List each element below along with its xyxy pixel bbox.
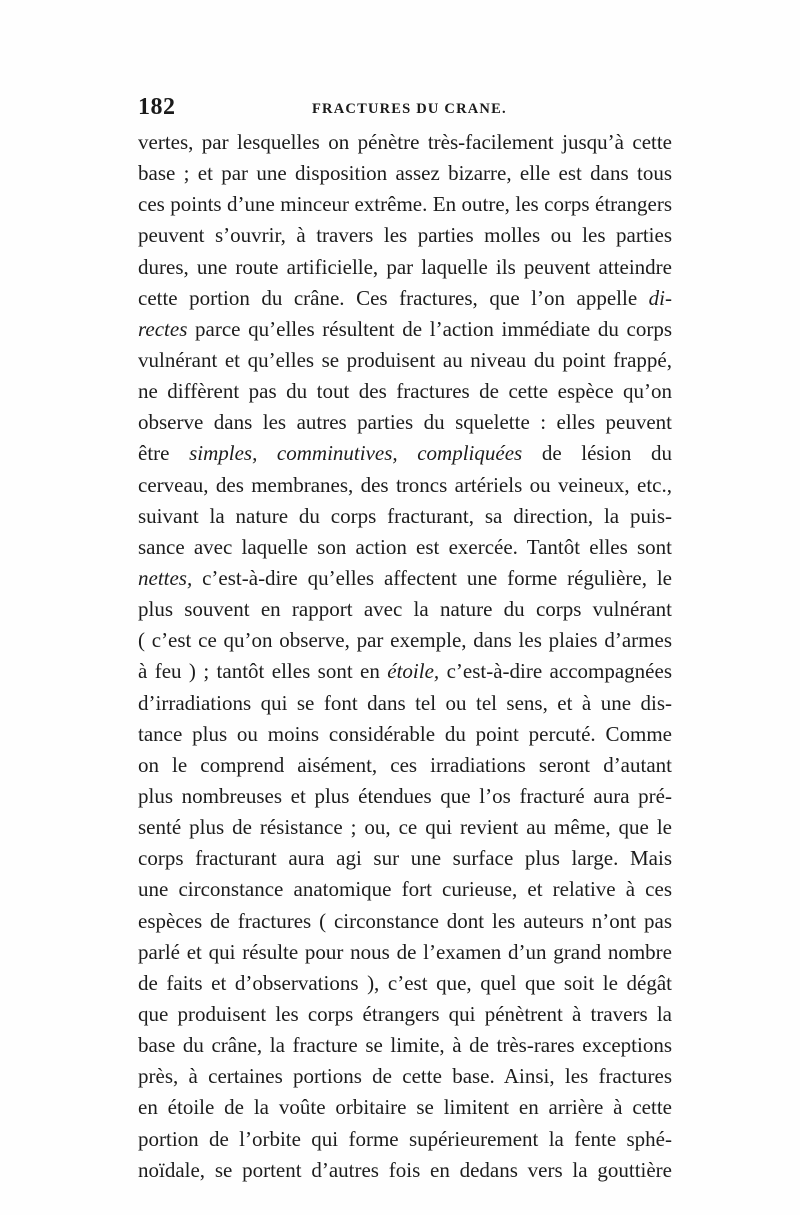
- text-line: [138, 345, 672, 376]
- text-segment: noïdale, se portent d’autres fois en dedans vers la gouttière: [138, 1157, 672, 1182]
- text-line: [138, 656, 672, 687]
- text-segment: être: [138, 441, 190, 466]
- text-line: [138, 438, 672, 469]
- italic-text: simples, comminutives, compliquées: [189, 441, 523, 466]
- text-line: [138, 594, 672, 625]
- text-line: [138, 688, 672, 719]
- text-line: [138, 968, 672, 999]
- text-line: [138, 470, 672, 501]
- text-segment: sance avec laquelle son action est exercée. Tantôt elles sont: [138, 534, 672, 559]
- text-line: [138, 874, 672, 905]
- text-line: [138, 999, 672, 1030]
- text-line: [138, 1124, 672, 1155]
- text-line: [138, 1030, 672, 1061]
- text-line: [138, 1092, 672, 1123]
- text-line: [138, 314, 672, 345]
- text-line: [138, 189, 672, 220]
- text-line: [138, 843, 672, 874]
- text-line: [138, 750, 672, 781]
- text-line: [138, 376, 672, 407]
- text-segment: d’irradiations qui se font dans tel ou tel sens, et à une dis-: [138, 690, 672, 715]
- text-segment: cette portion du crâne. Ces fractures, que l’on appelle: [138, 285, 649, 310]
- running-title: FRACTURES DU CRANE.: [312, 101, 507, 117]
- text-segment: espèces de fractures ( circonstance dont les auteurs n’ont pas: [138, 908, 672, 933]
- text-segment: senté plus de résistance ; ou, ce qui revient au même, que le: [138, 815, 672, 840]
- text-segment: portion de l’orbite qui forme supérieurement la fente sphé-: [138, 1126, 672, 1151]
- text-line: [138, 719, 672, 750]
- text-segment: en étoile de la voûte orbitaire se limitent en arrière à cette: [138, 1095, 672, 1120]
- body-text: [138, 127, 672, 1186]
- text-line: [138, 563, 672, 594]
- text-line: [138, 532, 672, 563]
- text-line: [138, 501, 672, 532]
- text-line: [138, 220, 672, 251]
- text-segment: que produisent les corps étrangers qui pénètrent à travers la: [138, 1001, 672, 1026]
- text-segment: ces points d’une minceur extrême. En outre, les corps étrangers: [138, 192, 672, 217]
- text-segment: ( c’est ce qu’on observe, par exemple, dans les plaies d’armes: [138, 628, 672, 653]
- text-segment: on le comprend aisément, ces irradiations seront d’autant: [138, 752, 672, 777]
- text-line: [138, 283, 672, 314]
- text-segment: base ; et par une disposition assez bizarre, elle est dans tous: [138, 161, 672, 186]
- text-segment: peuvent s’ouvrir, à travers les parties molles ou les parties: [138, 223, 672, 248]
- page-number: 182: [138, 94, 176, 120]
- text-line: [138, 407, 672, 438]
- text-segment: parlé et qui résulte pour nous de l’examen d’un grand nombre: [138, 939, 672, 964]
- text-segment: près, à certaines portions de cette base. Ainsi, les fractures: [138, 1064, 672, 1089]
- text-line: [138, 812, 672, 843]
- text-segment: dures, une route artificielle, par laquelle ils peuvent atteindre: [138, 254, 672, 279]
- text-segment: une circonstance anatomique fort curieuse, et relative à ces: [138, 877, 672, 902]
- text-segment: ne diffèrent pas du tout des fractures de cette espèce qu’on: [138, 379, 672, 404]
- text-segment: c’est-à-dire qu’elles affectent une forme régulière, le: [192, 565, 672, 590]
- text-line: [138, 158, 672, 189]
- text-segment: vertes, par lesquelles on pénètre très-facilement jusqu’à cette: [138, 130, 672, 154]
- text-line: [138, 252, 672, 283]
- text-line: [138, 127, 672, 158]
- text-segment: tance plus ou moins considérable du point percuté. Comme: [138, 721, 672, 746]
- text-segment: cerveau, des membranes, des troncs artériels ou veineux, etc.,: [138, 472, 672, 497]
- text-segment: de faits et d’observations ), c’est que, quel que soit le dégât: [138, 970, 672, 995]
- text-segment: base du crâne, la fracture se limite, à de très-rares exceptions: [138, 1033, 672, 1058]
- italic-text: rectes: [138, 316, 188, 341]
- text-line: [138, 1061, 672, 1092]
- text-line: [138, 906, 672, 937]
- text-segment: c’est-à-dire accompagnées: [439, 659, 672, 684]
- running-head: [138, 94, 668, 124]
- text-line: [138, 781, 672, 812]
- text-segment: suivant la nature du corps fracturant, sa direction, la puis-: [138, 503, 672, 528]
- text-segment: à feu ) ; tantôt elles sont en: [138, 659, 388, 684]
- text-segment: de lésion du: [522, 441, 672, 466]
- text-segment: corps fracturant aura agi sur une surface plus large. Mais: [138, 846, 672, 871]
- italic-text: étoile,: [387, 659, 440, 684]
- text-line: [138, 937, 672, 968]
- italic-text: nettes,: [138, 565, 193, 590]
- text-segment: plus nombreuses et plus étendues que l’os fracturé aura pré-: [138, 783, 672, 808]
- text-line: [138, 1155, 672, 1186]
- text-segment: observe dans les autres parties du squelette : elles peuvent: [138, 410, 672, 435]
- text-segment: plus souvent en rapport avec la nature du corps vulnérant: [138, 597, 672, 622]
- text-segment: parce qu’elles résultent de l’action immédiate du corps: [187, 316, 672, 341]
- text-line: [138, 625, 672, 656]
- italic-text: di-: [648, 285, 672, 310]
- text-segment: vulnérant et qu’elles se produisent au niveau du point frappé,: [138, 347, 672, 372]
